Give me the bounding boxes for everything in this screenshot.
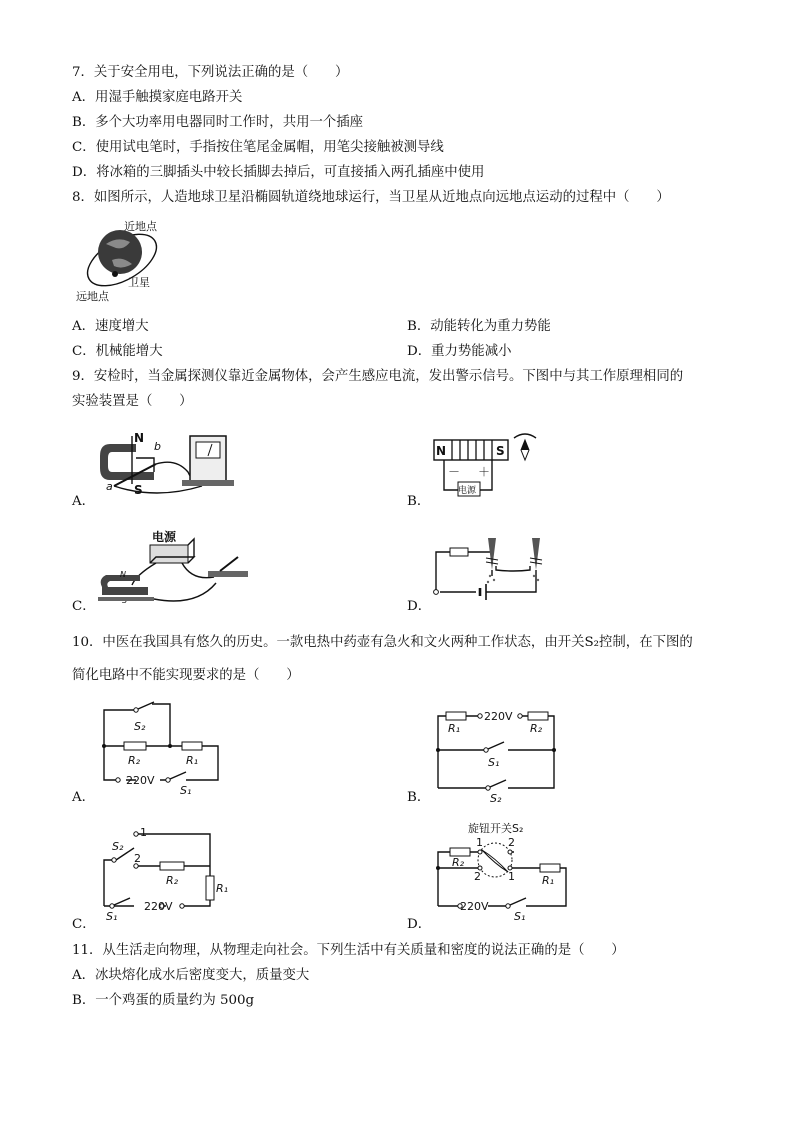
q8-option-d: D．重力势能减小 bbox=[407, 344, 512, 359]
q8-near-point-label: 近地点 bbox=[124, 220, 157, 233]
q10d-r2-label: R₂ bbox=[452, 856, 465, 869]
q9b-plus-label: ＋ bbox=[478, 465, 491, 479]
q9b-minus-label: － bbox=[448, 465, 461, 479]
q9-option-a-label: A． bbox=[72, 494, 96, 509]
q10c-s2-label: S₂ bbox=[112, 840, 124, 853]
q10c-r2-label: R₂ bbox=[166, 874, 179, 887]
q10a-voltage-label: 220V bbox=[126, 774, 155, 787]
q9-figure-b bbox=[430, 432, 550, 504]
q10-circuit-c bbox=[96, 826, 229, 923]
q8-satellite-orbit-figure bbox=[72, 212, 182, 304]
q10-stem-line2: 简化电路中不能实现要求的是（ ） bbox=[72, 668, 300, 683]
q10b-r1-label: R₁ bbox=[448, 722, 461, 735]
q10b-r2-label: R₂ bbox=[530, 722, 543, 735]
q10b-s2-label: S₂ bbox=[490, 792, 502, 805]
q10b-voltage-label: 220V bbox=[484, 710, 513, 723]
q9b-north-label: N bbox=[436, 444, 447, 458]
q9c-power-source-label: 电源 bbox=[152, 530, 177, 544]
q7-option-d: D．将冰箱的三脚插头中较长插脚去掉后，可直接插入两孔插座中使用 bbox=[72, 165, 485, 180]
q9-stem-line2: 实验装置是（ ） bbox=[72, 394, 193, 409]
q10c-contact-1-label: 1 bbox=[140, 826, 147, 839]
q11-option-b: B．一个鸡蛋的质量约为 500g bbox=[72, 993, 255, 1008]
q9-option-b-label: B． bbox=[407, 494, 431, 509]
q10a-r1-label: R₁ bbox=[186, 754, 199, 767]
q11-option-a: A．冰块熔化成水后密度变大，质量变大 bbox=[72, 968, 310, 983]
q9a-point-b-label: b bbox=[154, 440, 161, 453]
q10d-contact-2-bottom-label: 2 bbox=[474, 870, 481, 883]
q9a-south-label: S bbox=[134, 483, 143, 497]
q8-option-c: C．机械能增大 bbox=[72, 344, 163, 359]
q9b-south-label: S bbox=[496, 444, 505, 458]
q9-option-c-label: C． bbox=[72, 599, 96, 614]
q10a-s1-label: S₁ bbox=[180, 784, 192, 797]
q10-option-a-label: A． bbox=[72, 790, 96, 805]
q10c-voltage-label: 220V bbox=[144, 900, 173, 913]
q9-figure-c bbox=[96, 527, 266, 615]
q10-option-c-label: C． bbox=[72, 917, 96, 932]
q10d-voltage-label: 220V bbox=[460, 900, 489, 913]
q7-stem: 7．关于安全用电，下列说法正确的是（ ） bbox=[72, 65, 349, 80]
q10d-contact-1-top-label: 1 bbox=[476, 836, 483, 849]
q8-option-b: B．动能转化为重力势能 bbox=[407, 319, 551, 334]
q9b-power-source-label: 电源 bbox=[458, 486, 477, 496]
q10-circuit-b bbox=[430, 706, 560, 805]
q9a-point-a-label: a bbox=[106, 480, 113, 493]
q10-option-b-label: B． bbox=[407, 790, 431, 805]
q10-circuit-a bbox=[96, 700, 226, 796]
q7-option-c: C．使用试电笔时，手指按住笔尾金属帽，用笔尖接触被测导线 bbox=[72, 140, 444, 155]
q9a-north-label: N bbox=[134, 431, 145, 445]
q9-stem-line1: 9．安检时，当金属探测仪靠近金属物体，会产生感应电流，发出警示信号。下图中与其工作原理相同的 bbox=[72, 369, 684, 384]
q10d-contact-1-bottom-label: 1 bbox=[508, 870, 515, 883]
q10a-s2-label: S₂ bbox=[134, 720, 146, 733]
q9c-north-label: N bbox=[120, 570, 126, 579]
q10b-s1-label: S₁ bbox=[488, 756, 500, 769]
q9-figure-a bbox=[96, 428, 266, 508]
q10d-contact-2-top-label: 2 bbox=[508, 836, 515, 849]
q9-option-d-label: D． bbox=[407, 599, 432, 614]
q10c-r1-label: R₁ bbox=[216, 882, 229, 895]
q10d-r1-label: R₁ bbox=[542, 874, 555, 887]
q10-stem-line1: 10．中医在我国具有悠久的历史。一款电热中药壶有急火和文火两种工作状态，由开关S₂控制，在下图的 bbox=[72, 635, 693, 650]
q8-option-a: A．速度增大 bbox=[72, 319, 149, 334]
q10c-contact-2-label: 2 bbox=[134, 852, 141, 865]
q7-option-a: A．用湿手触摸家庭电路开关 bbox=[72, 90, 243, 105]
q10c-s1-label: S₁ bbox=[106, 910, 118, 923]
q10a-r2-label: R₂ bbox=[128, 754, 141, 767]
q10d-knob-switch-label: 旋钮开关S₂ bbox=[468, 822, 524, 835]
q8-satellite-label: 卫星 bbox=[128, 276, 150, 289]
q10-option-d-label: D． bbox=[407, 917, 432, 932]
q9-figure-d bbox=[430, 536, 560, 610]
q10-circuit-d bbox=[430, 818, 570, 922]
q7-option-b: B．多个大功率用电器同时工作时，共用一个插座 bbox=[72, 115, 364, 130]
q11-stem: 11．从生活走向物理，从物理走向社会。下列生活中有关质量和密度的说法正确的是（ ） bbox=[72, 943, 625, 958]
q8-far-point-label: 远地点 bbox=[76, 290, 109, 303]
q8-stem: 8．如图所示，人造地球卫星沿椭圆轨道绕地球运行，当卫星从近地点向远地点运动的过程中（ ） bbox=[72, 190, 670, 205]
q10d-s1-label: S₁ bbox=[514, 910, 526, 923]
